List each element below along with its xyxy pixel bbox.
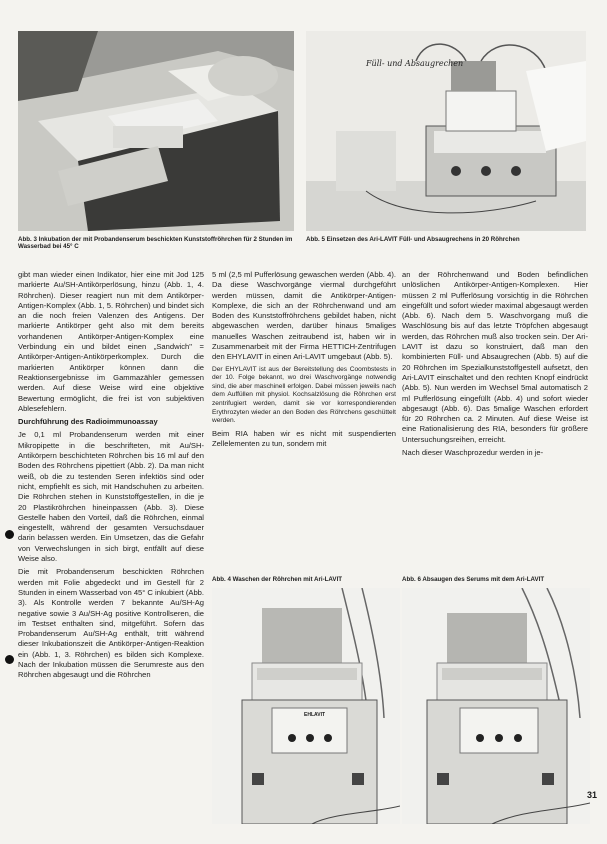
figure-5-caption: Abb. 5 Einsetzen des Ari-LAVIT Füll- und Absaugrechens in 20 Röhrchen bbox=[306, 236, 520, 243]
figure-4-caption: Abb. 4 Waschen der Röhrchen mit Ari-LAVIT bbox=[212, 576, 343, 583]
column-1-paragraph-1: gibt man wieder einen Indikator, hier eine mit Jod 125 markierte Au/SH-Antikörperlösung, hinzu (Abb. 1, 4. Röhrchen). Dieser reagiert nun mit dem Antikörper-Antigen-Komplex (Abb. 1, 5. Röhrchen) und bindet sich an die noch freien Valenzen des Antigens. Der markierte Antikörper geht also mit dem bereits vorhandenen Antikörper-Antigen-Komplex eine Verbindung ein und bildet einen „Sandwich" = Antikörper-Antigen-Antikörperkomplex. Durch die markierten Antikörper können dann die Reaktionsergebnisse im Gammazähler gemessen werden. Auf diese Weise wird eine objektive Bewertung ermöglicht, die frei ist von subjektiven Ablesefehlern. bbox=[18, 270, 204, 413]
section-heading: Durchführung des Radioimmunoassay bbox=[18, 417, 158, 427]
figure-3-photo bbox=[18, 31, 294, 231]
column-3-paragraph-1: an der Röhrchenwand und Boden befindlichen unlöslichen Antikörper-Antigen-Komplexen. Hier müssen 2 ml Pufferlösung vorsichtig in die Röhrchen eingefüllt und sofort wieder maximal abgesaugt werden (Abb. 6). Nach dem 5. Waschvorgang muß die Waschlösung bis auf das letzte Tröpfchen abgesaugt werden, das Röhrchen muß also trocken sein. Der Ari-LAVIT ist dazu so konstruiert, daß man den kombinierten Füll- und Absaugrechen (Abb. 5) auf die 20 Röhrchen im Spezialkunststoffgestell aufsetzt, den Ari-LAVIT einschaltet und den rechten Knopf eindrückt (Abb. 5). Nun werden im Wechsel 5mal automatisch 2 ml Pufferlösung eingefüllt (Abb. 4) und sofort wieder abgesaugt (Abb. 6). Das 5malige Waschen erfordert für 20 Röhrchen ca. 2 Minuten. Auf diese Weise ist eine Rationalisierung des RIA, besonders für größere Untersuchungsreihen, erreicht. bbox=[402, 270, 588, 444]
figure-4-photo bbox=[212, 588, 400, 824]
figure-5-photo bbox=[306, 31, 586, 231]
column-1-paragraph-3: Die mit Probandenserum beschickten Röhrchen werden mit Folie abgedeckt und im Gestell für 2 Stunden in einem Wasserbad von 45° C inkubiert (Abb. 3). Als Kontrolle werden 7 bekannte Au/SH-Ag negative sowie 3 Au/SH-Ag positive Kontrollseren, die im Testset enthalten sind, mitgeführt. Sofern das Probandenserum Au/SH-Ag enthält, tritt während dieser Inkubationszeit die Antikörper-Antigen-Reaktion ein (Abb. 1, 3. Röhrchen) es bilden sich Komplexe. Nach der Inkubation müssen die Serumreste aus den Röhrchen abgesaugt und die Röhrchen bbox=[18, 567, 204, 680]
figure-6-photo bbox=[402, 588, 590, 824]
figure-3-caption: Abb. 3 Inkubation der mit Probandenserum beschickten Kunststoffröhrchen für 2 Stunden im Wasserbad bei 45° C bbox=[18, 236, 293, 251]
column-2-paragraph-3: Beim RIA haben wir es nicht mit suspendierten Zellelementen zu tun, sondern mit bbox=[212, 428, 396, 449]
device-label: EHLAVIT bbox=[304, 712, 326, 718]
figure-6-caption: Abb. 6 Absaugen des Serums mit dem Ari-LAVIT bbox=[402, 576, 545, 583]
page-number: 31 bbox=[587, 790, 598, 800]
handwritten-annotation: Füll- und Absaugrechen bbox=[366, 59, 464, 68]
punch-hole bbox=[5, 655, 14, 664]
text-column-2 bbox=[212, 270, 396, 452]
column-2-paragraph-1: 5 ml (2,5 ml Pufferlösung gewaschen werden (Abb. 4). Da diese Waschvorgänge viermal durchgeführt werden müssen, damit die Antikörper-Antigen-Komplexe, die sich an der Röhrchenwand und am Boden des Kunststoffröhrchens gebildet haben, nicht abgewaschen werden, darüber hinaus 5maliges manuelles Waschen zeitraubend ist, haben wir in Zusammenarbeit mit der Firma HETTICH-Zentrifugen den EHYLAVIT in einen Ari-LAVIT umgebaut (Abb. 5). bbox=[212, 270, 396, 362]
column-2-paragraph-2: Der EHYLAVIT ist aus der Bereitstellung des Coombstests in der 10. Folge bekannt, wo drei Waschvorgänge notwendig sind, die aber maschinell erfolgen. Dabei müssen jeweils nach dem Auffüllen mit physiol. Kochsalzlösung die Röhrchen erst zentrifugiert werden, damit sie vor korrespondierenden Erythrozyten wieder an den Boden des Röhrchens geschüttelt werden. bbox=[212, 365, 396, 425]
column-3-paragraph-2: Nach dieser Waschprozedur werden in je- bbox=[402, 448, 544, 458]
punch-hole bbox=[5, 530, 14, 539]
text-column-1 bbox=[18, 270, 204, 684]
text-column-3 bbox=[402, 270, 588, 461]
column-1-paragraph-2: Je 0,1 ml Probandenserum werden mit einer Mikropipette in die beschrifteten, mit Au/SH-Antikörpern beschichteten Röhrchen bis 16 ml auf den Boden des Röhrchens pipettiert (Abb. 2). Da man nicht weiß, ob die zu testenden Seren infektiös sind oder nicht, empfiehlt es sich, mit Handschuhen zu arbeiten. Die Röhrchen stehen in Kunststoffgestellen, in die je 20 Plastikröhrchen hineinpassen (Abb. 3). Diese Gestelle haben den Vorteil, daß die Röhrchen, einmal eingestellt, während der gesamten Versuchsdauer darin belassen werden. Ein Umsetzen, das die Gefahr von Verwechslungen in sich birgt, entfällt auf diese Weise also. bbox=[18, 430, 204, 564]
